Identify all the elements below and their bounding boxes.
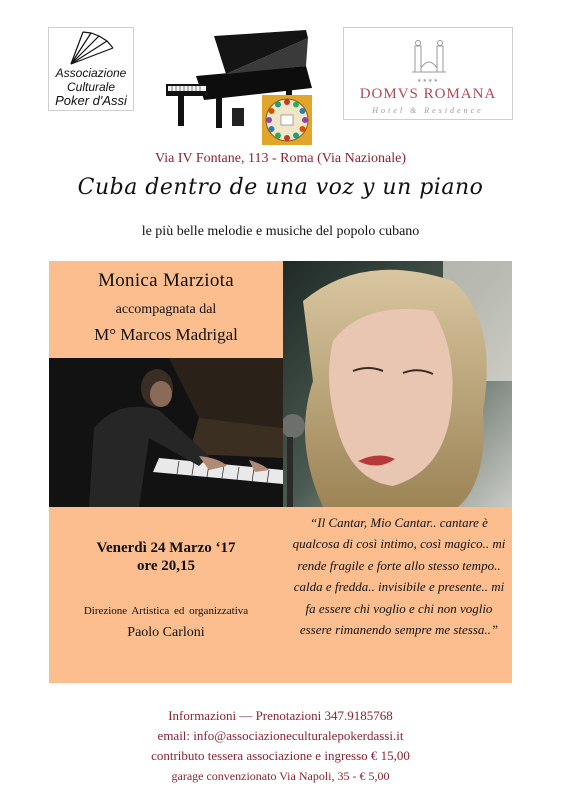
assoc-line2: Culturale	[66, 80, 116, 94]
hotel-stars: ★★★★	[417, 79, 439, 84]
fan-emblem-icon	[63, 30, 121, 66]
info-email: email: info@associazioneculturalepokerdassi.it	[157, 728, 404, 743]
singer-photo	[283, 261, 512, 507]
domus-subtitle: Hotel & Residence	[372, 106, 484, 115]
assoc-line3: Poker d'Assi	[55, 93, 127, 108]
assoc-line1: Associazione	[55, 66, 127, 80]
artist-quote: “Il Cantar, Mio Cantar.. cantare è qualcosa di così intimo, così magico.. mi rende fragile e forte allo stesso tempo.. calda e fredda.. invisibile e presente.. mi fa essere chi voglio e chi non voglio essere rimanendo sempre me stessa..”	[292, 515, 506, 638]
columns-emblem-icon	[410, 38, 448, 76]
direction-label: Direzione Artistica ed organizzativa	[83, 605, 249, 617]
domus-romana-logo	[343, 27, 513, 120]
info-garage: garage convenzionato Via Napoli, 35 - € 5,00	[171, 769, 390, 783]
info-block	[0, 706, 561, 786]
performer-name: Monica Marziota	[98, 270, 234, 291]
domus-name: DOMVS ROMANA	[359, 86, 497, 102]
maestro-name: M° Marcos Madrigal	[94, 325, 238, 344]
venue-address: Via IV Fontane, 113 - Roma (Via Nazionale)	[154, 151, 407, 166]
clock-medallion-icon	[262, 95, 312, 145]
info-phone: Informazioni — Prenotazioni 347.9185768	[168, 708, 393, 723]
accompanied-by-label: accompagnata dal	[115, 302, 217, 317]
event-time: ore 20,15	[136, 558, 196, 574]
event-date: Venerdì 24 Marzo ‘17	[96, 540, 236, 556]
director-name: Paolo Carloni	[127, 625, 205, 640]
schedule-panel	[49, 507, 283, 683]
association-logo	[48, 27, 134, 111]
event-subtitle: le più belle melodie e musiche del popolo cubano	[141, 224, 420, 239]
pianist-photo	[49, 358, 283, 507]
info-price: contributo tessera associazione e ingresso € 15,00	[151, 748, 410, 763]
event-title: Cuba dentro de una voz y un piano	[77, 175, 484, 200]
